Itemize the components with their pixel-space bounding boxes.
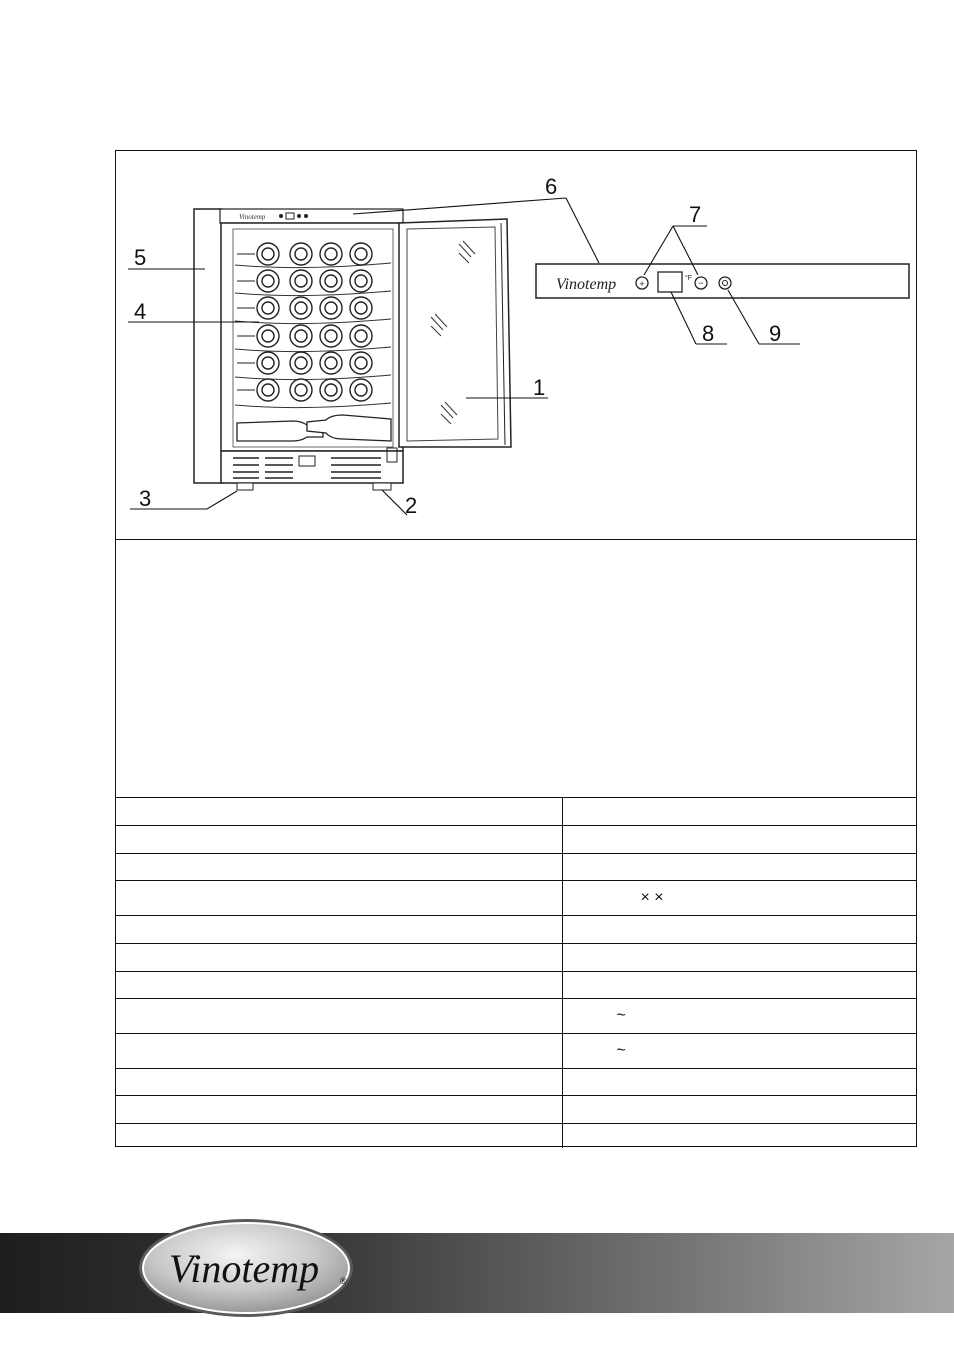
leveling-foot [373, 483, 391, 490]
spec-value [562, 1096, 916, 1124]
table-row [116, 1096, 916, 1124]
product-diagram [116, 151, 916, 540]
spec-label [116, 972, 562, 999]
spec-value [562, 944, 916, 972]
spec-label [116, 854, 562, 881]
table-row [116, 854, 916, 881]
plus-button-symbol: + [639, 279, 645, 289]
callout-4: 4 [134, 299, 147, 324]
panel-brand-text: Vinotemp [556, 276, 617, 293]
table-row [116, 798, 916, 826]
temp-unit-label: °F [685, 275, 693, 282]
logo-text: Vinotemp [168, 1246, 320, 1291]
spec-label [116, 1096, 562, 1124]
callout-2: 2 [405, 493, 418, 518]
table-row [116, 916, 916, 944]
table-row [116, 944, 916, 972]
callout-6: 6 [545, 174, 558, 199]
cabinet-side-panel [194, 209, 222, 483]
spec-value [562, 1069, 916, 1096]
table-row [116, 972, 916, 999]
table-row [116, 999, 916, 1034]
spec-label [116, 826, 562, 854]
vinotemp-logo [136, 1216, 356, 1325]
spec-label [116, 798, 562, 826]
mini-button-icon [279, 214, 283, 218]
mini-button-icon [297, 214, 301, 218]
callout-5: 5 [134, 245, 147, 270]
callout-7: 7 [689, 202, 702, 227]
leveling-foot [237, 483, 253, 490]
callout-8: 8 [702, 321, 715, 346]
spec-label [116, 916, 562, 944]
spec-value [562, 854, 916, 881]
mini-button-icon [304, 214, 308, 218]
spec-value [562, 972, 916, 999]
logo-badge [136, 1216, 356, 1320]
table-row [116, 826, 916, 854]
registered-mark: ® [340, 1276, 347, 1286]
spec-label [116, 881, 562, 916]
temperature-display [658, 272, 682, 292]
diagram-frame [115, 150, 917, 1147]
table-row [116, 1069, 916, 1096]
spec-value [562, 798, 916, 826]
spec-label [116, 944, 562, 972]
table-row [116, 1034, 916, 1069]
spec-label [116, 1069, 562, 1096]
wine-cooler-drawing [1, 1, 954, 541]
spec-value: ~ [562, 1034, 916, 1069]
spec-label [116, 1124, 562, 1148]
callout-9: 9 [769, 321, 782, 346]
spec-value [562, 826, 916, 854]
table-row [116, 1124, 916, 1148]
spec-label [116, 999, 562, 1034]
spec-label [116, 1034, 562, 1069]
light-switch-icon [719, 277, 731, 289]
callout-3: 3 [139, 486, 152, 511]
spec-value [562, 1124, 916, 1148]
description-area [116, 540, 916, 797]
minus-button-symbol: − [698, 278, 704, 288]
table-row [116, 881, 916, 916]
cabinet-brand-text: Vinotemp [239, 213, 266, 221]
spec-value: ~ [562, 999, 916, 1034]
spec-value: × × [562, 881, 916, 916]
callout-1: 1 [533, 375, 546, 400]
spec-value [562, 916, 916, 944]
specifications-table [116, 797, 916, 1148]
